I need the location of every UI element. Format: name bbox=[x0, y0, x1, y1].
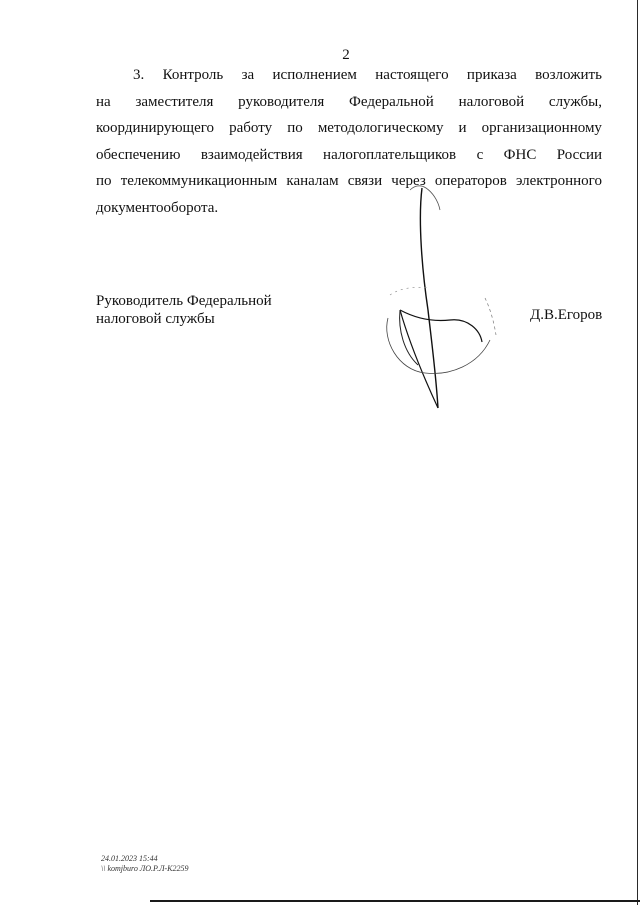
word: Контроль bbox=[162, 67, 224, 83]
scan-edge-right bbox=[637, 0, 638, 905]
word: руководителя bbox=[238, 93, 325, 110]
word: операторов bbox=[434, 173, 507, 189]
word: по bbox=[96, 173, 112, 189]
word: связи bbox=[347, 173, 383, 189]
word: приказа bbox=[466, 67, 517, 83]
word: налогоплательщиков bbox=[323, 146, 457, 163]
paragraph-line bbox=[96, 168, 602, 195]
signatory-title-line: Руководитель Федеральной bbox=[96, 293, 272, 309]
paragraph-line bbox=[96, 115, 602, 142]
word: через bbox=[391, 173, 426, 189]
word: настоящего bbox=[375, 67, 449, 83]
word: координирующего bbox=[96, 120, 215, 136]
body-paragraph bbox=[96, 62, 602, 221]
footer-file-ref: \\ komjburo ЛО.Р.Л-К2259 bbox=[101, 864, 189, 873]
word: заместителя bbox=[135, 93, 214, 110]
paragraph-line bbox=[96, 142, 602, 169]
word: документооборота. bbox=[96, 199, 219, 216]
handwritten-signature bbox=[370, 180, 520, 415]
signatory-title-line: налоговой службы bbox=[96, 311, 215, 327]
word: по bbox=[287, 120, 303, 136]
word: телекоммуникационным bbox=[120, 173, 278, 189]
word: каналам bbox=[286, 173, 339, 189]
paragraph-line bbox=[96, 195, 602, 222]
word: работу bbox=[229, 120, 273, 136]
word: Федеральной bbox=[349, 93, 434, 110]
word: электронного bbox=[515, 173, 602, 189]
word: России bbox=[556, 146, 602, 163]
word: налоговой bbox=[458, 93, 525, 110]
word: ФНС bbox=[503, 146, 537, 163]
word: с bbox=[476, 146, 484, 163]
signatory-name: Д.В.Егоров bbox=[530, 307, 603, 323]
word: обеспечению bbox=[96, 146, 181, 163]
word: службы, bbox=[548, 93, 602, 110]
word: организационному bbox=[481, 120, 602, 136]
word: 3. bbox=[133, 67, 145, 83]
word: взаимодействия bbox=[200, 146, 303, 163]
paragraph-line bbox=[96, 89, 602, 116]
signatory-title bbox=[96, 292, 272, 328]
paragraph-line bbox=[96, 62, 602, 89]
page-number: 2 bbox=[342, 47, 350, 63]
footer-datetime: 24.01.2023 15:44 bbox=[101, 854, 158, 863]
word: и bbox=[458, 120, 467, 136]
word: возложить bbox=[535, 67, 602, 83]
word: методологическому bbox=[317, 120, 444, 136]
word: за bbox=[241, 67, 255, 83]
word: исполнением bbox=[272, 67, 357, 83]
word: на bbox=[96, 93, 111, 110]
document-footer bbox=[101, 854, 189, 874]
scan-edge-bottom bbox=[150, 900, 640, 902]
